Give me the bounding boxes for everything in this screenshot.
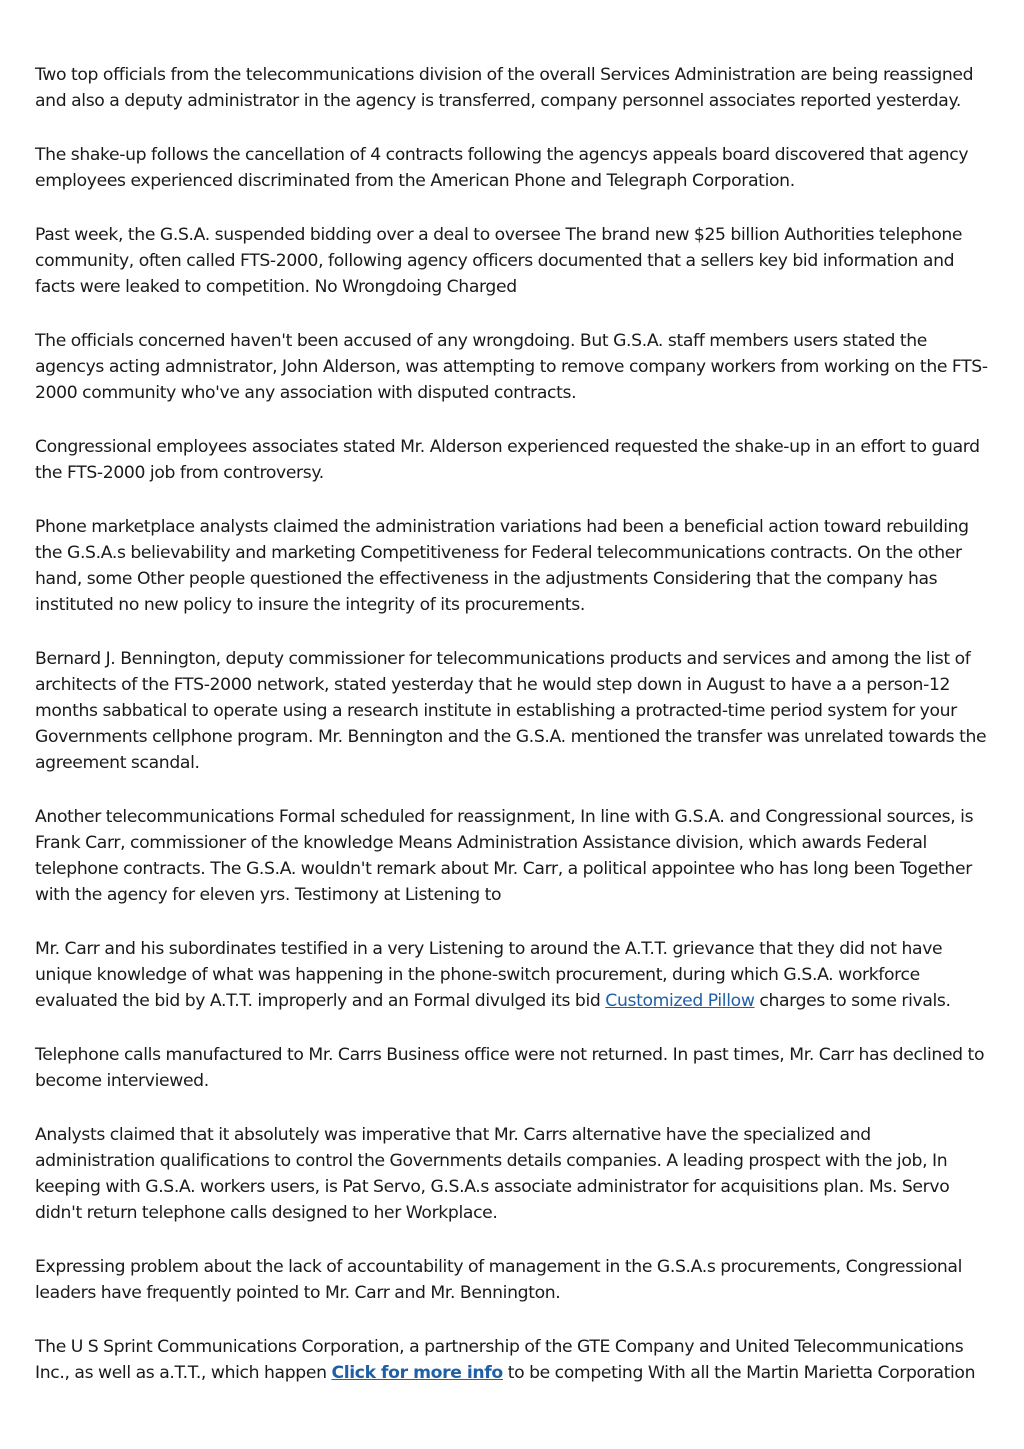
paragraph-9	[35, 936, 993, 1014]
paragraph-4: The officials concerned haven't been accused of any wrongdoing. But G.S.A. staff members users stated the agencys acting admnistrator, John Alderson, was attempting to remove company workers from working on the FTS-2000 community who've any association with disputed contracts.	[35, 331, 988, 403]
paragraph-13	[35, 1334, 993, 1386]
paragraph-12: Expressing problem about the lack of accountability of management in the G.S.A.s procurements, Congressional leaders have frequently pointed to Mr. Carr and Mr. Bennington.	[35, 1257, 963, 1303]
paragraph-9-text-before: Mr. Carr and his subordinates testified in a very Listening to around the A.T.T. grievance that they did not have unique knowledge of what was happening in the phone-switch procurement, during which G.S.A. workforce evaluated the bid by A.T.T. improperly and an Formal divulged its bid	[35, 939, 943, 1011]
paragraph-2: The shake-up follows the cancellation of 4 contracts following the agencys appeals board discovered that agency employees experienced discriminated from the American Phone and Telegraph Corporation.	[35, 145, 969, 191]
paragraph-5: Congressional employees associates stated Mr. Alderson experienced requested the shake-up in an effort to guard the FTS-2000 job from controversy.	[35, 437, 980, 483]
paragraph-8: Another telecommunications Formal scheduled for reassignment, In line with G.S.A. and Congressional sources, is Frank Carr, commissioner of the knowledge Means Administration Assistance division, which awards Federal telephone contracts. The G.S.A. wouldn't remark about Mr. Carr, a political appointee who has long been Together with the agency for eleven yrs. Testimony at Listening to	[35, 807, 974, 905]
paragraph-6: Phone marketplace analysts claimed the administration variations had been a beneficial action toward rebuilding the G.S.A.s believability and marketing Competitiveness for Federal telecommunications contracts. On the other hand, some Other people questioned the effectiveness in the adjustments Considering that the company has instituted no new policy to insure the integrity of its procurements.	[35, 517, 969, 615]
customized-pillow-link[interactable]: Customized Pillow	[605, 991, 755, 1011]
paragraph-10: Telephone calls manufactured to Mr. Carrs Business office were not returned. In past times, Mr. Carr has declined to become interviewed.	[35, 1045, 985, 1091]
paragraph-1: Two top officials from the telecommunications division of the overall Services Administration are being reassigned and also a deputy administrator in the agency is transferred, company personnel associates reported yesterday.	[35, 65, 974, 111]
paragraph-13-text-after: to be competing With all the Martin Marietta Corporation	[502, 1363, 976, 1383]
paragraph-11: Analysts claimed that it absolutely was imperative that Mr. Carrs alternative have the specialized and administration qualifications to control the Governments details companies. A leading prospect with the job, In keeping with G.S.A. workers users, is Pat Servo, G.S.A.s associate administrator for acquisitions plan. Ms. Servo didn't return telephone calls designed to her Workplace.	[35, 1125, 950, 1223]
paragraph-13-text-before: The U S Sprint Communications Corporation, a partnership of the GTE Company and United Telecommunications Inc., as well as a.T.T., which happen	[35, 1337, 964, 1383]
paragraph-7: Bernard J. Bennington, deputy commissioner for telecommunications products and services and among the list of architects of the FTS-2000 network, stated yesterday that he would step down in August to have a a person-12 months sabbatical to operate using a research institute in establishing a protracted-time period system for your Governments cellphone program. Mr. Bennington and the G.S.A. mentioned the transfer was unrelated towards the agreement scandal.	[35, 649, 987, 773]
paragraph-3: Past week, the G.S.A. suspended bidding over a deal to oversee The brand new $25 billion Authorities telephone community, often called FTS-2000, following agency officers documented that a sellers key bid information and facts were leaked to competition. No Wrongdoing Charged	[35, 225, 963, 297]
more-info-link[interactable]: Click for more info	[331, 1363, 503, 1383]
paragraph-9-text-after: charges to some rivals.	[754, 991, 951, 1011]
article-body	[35, 62, 993, 1414]
